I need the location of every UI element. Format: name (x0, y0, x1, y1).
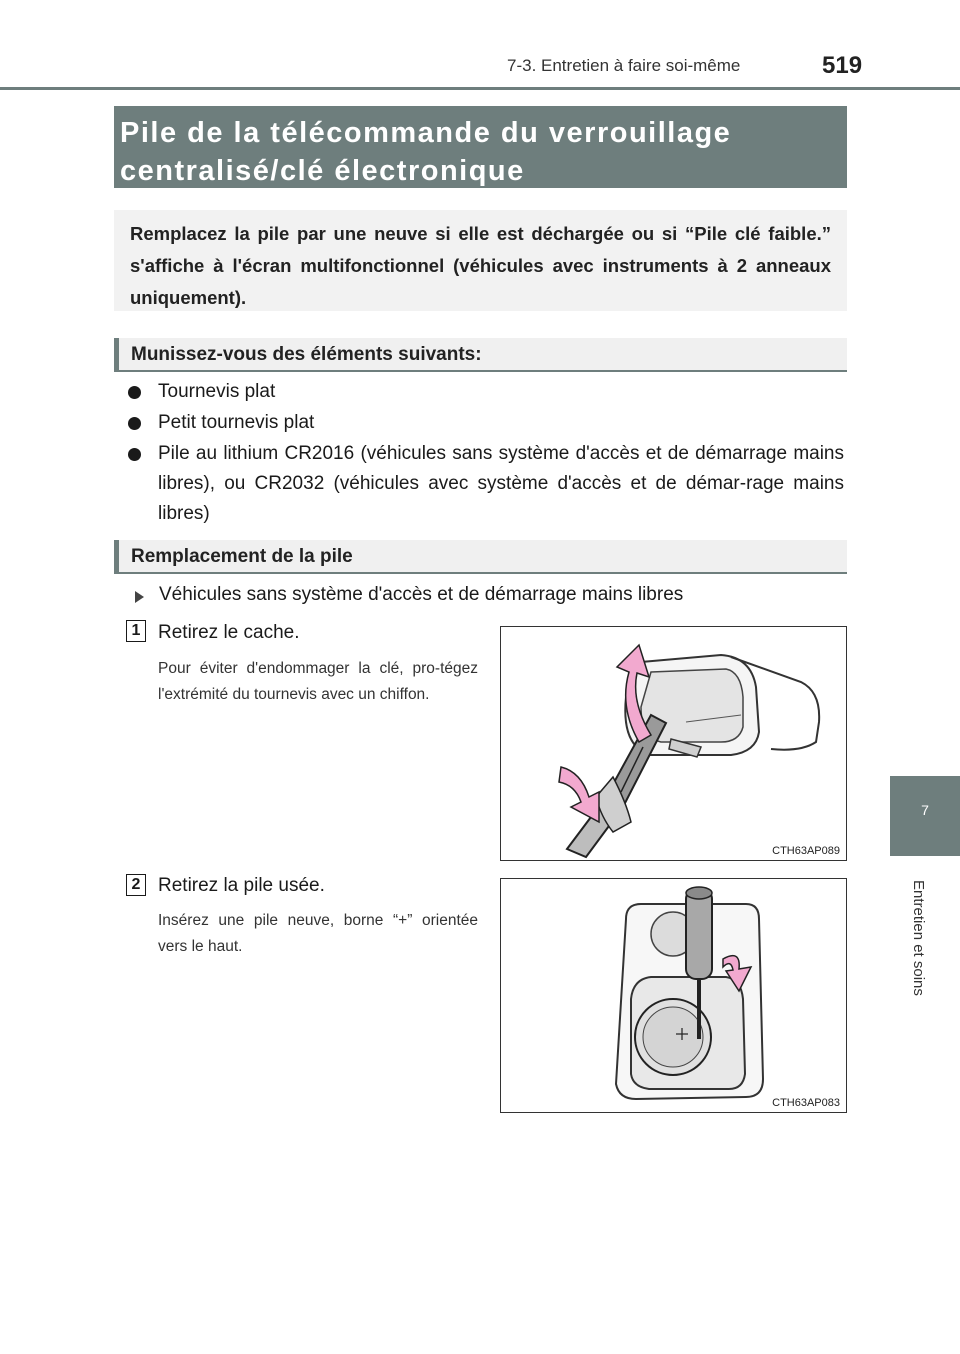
step-2-title: Retirez la pile usée. (158, 875, 325, 896)
chapter-number: 7 (921, 802, 929, 818)
list-item-text: Pile au lithium CR2016 (véhicules sans système d'accès et de démarrage mains libres), ou CR2032 (véhicules avec système d'accès et de démar-rage mains libres) (158, 443, 844, 524)
page-number: 519 (822, 52, 863, 79)
step-1-number: 1 (126, 620, 146, 642)
figure-code: CTH63AP089 (772, 845, 840, 857)
figure-code: CTH63AP083 (772, 1097, 840, 1109)
list-item-text: Petit tournevis plat (158, 412, 315, 433)
list-item-text: Tournevis plat (158, 381, 276, 402)
header-section-title: 7-3. Entretien à faire soi-même (507, 56, 741, 75)
triangle-marker-icon (135, 591, 144, 603)
step-1-title: Retirez le cache. (158, 622, 300, 643)
header-divider (0, 87, 960, 90)
remove-cover-illustration (501, 627, 846, 860)
figure-remove-cover (500, 626, 847, 861)
items-heading: Munissez-vous des éléments suivants: (114, 338, 847, 372)
step-2-number: 2 (126, 874, 146, 896)
list-item (124, 408, 844, 438)
figure-remove-battery (500, 878, 847, 1113)
remove-battery-illustration (501, 879, 846, 1112)
section-title-line-2: centralisé/clé électronique (120, 155, 525, 187)
chapter-label: Entretien et soins (910, 880, 927, 996)
bullet-icon (128, 448, 141, 461)
list-item (124, 439, 844, 529)
chapter-tab[interactable] (890, 776, 960, 856)
section-title-line-1: Pile de la télécommande du verrouillage (120, 117, 732, 149)
vehicle-condition-text: Véhicules sans système d'accès et de démarrage mains libres (159, 584, 684, 605)
items-list (124, 377, 844, 530)
step-2-note: Insérez une pile neuve, borne “+” orientée vers le haut. (158, 912, 478, 955)
vehicle-condition (130, 584, 830, 606)
curved-arrow-icon (559, 767, 599, 822)
step-1-note: Pour éviter d'endommager la clé, pro-tégez l'extrémité du tournevis avec un chiffon. (158, 660, 478, 703)
bullet-icon (128, 417, 141, 430)
intro-panel: Remplacez la pile par une neuve si elle est déchargée ou si “Pile clé faible.” s'affiche à l'écran multifonctionnel (véhicules avec instruments à 2 anneaux uniquement). (114, 210, 847, 311)
bullet-icon (128, 386, 141, 399)
replacement-heading: Remplacement de la pile (114, 540, 847, 574)
section-title-box (114, 106, 847, 188)
list-item (124, 377, 844, 407)
